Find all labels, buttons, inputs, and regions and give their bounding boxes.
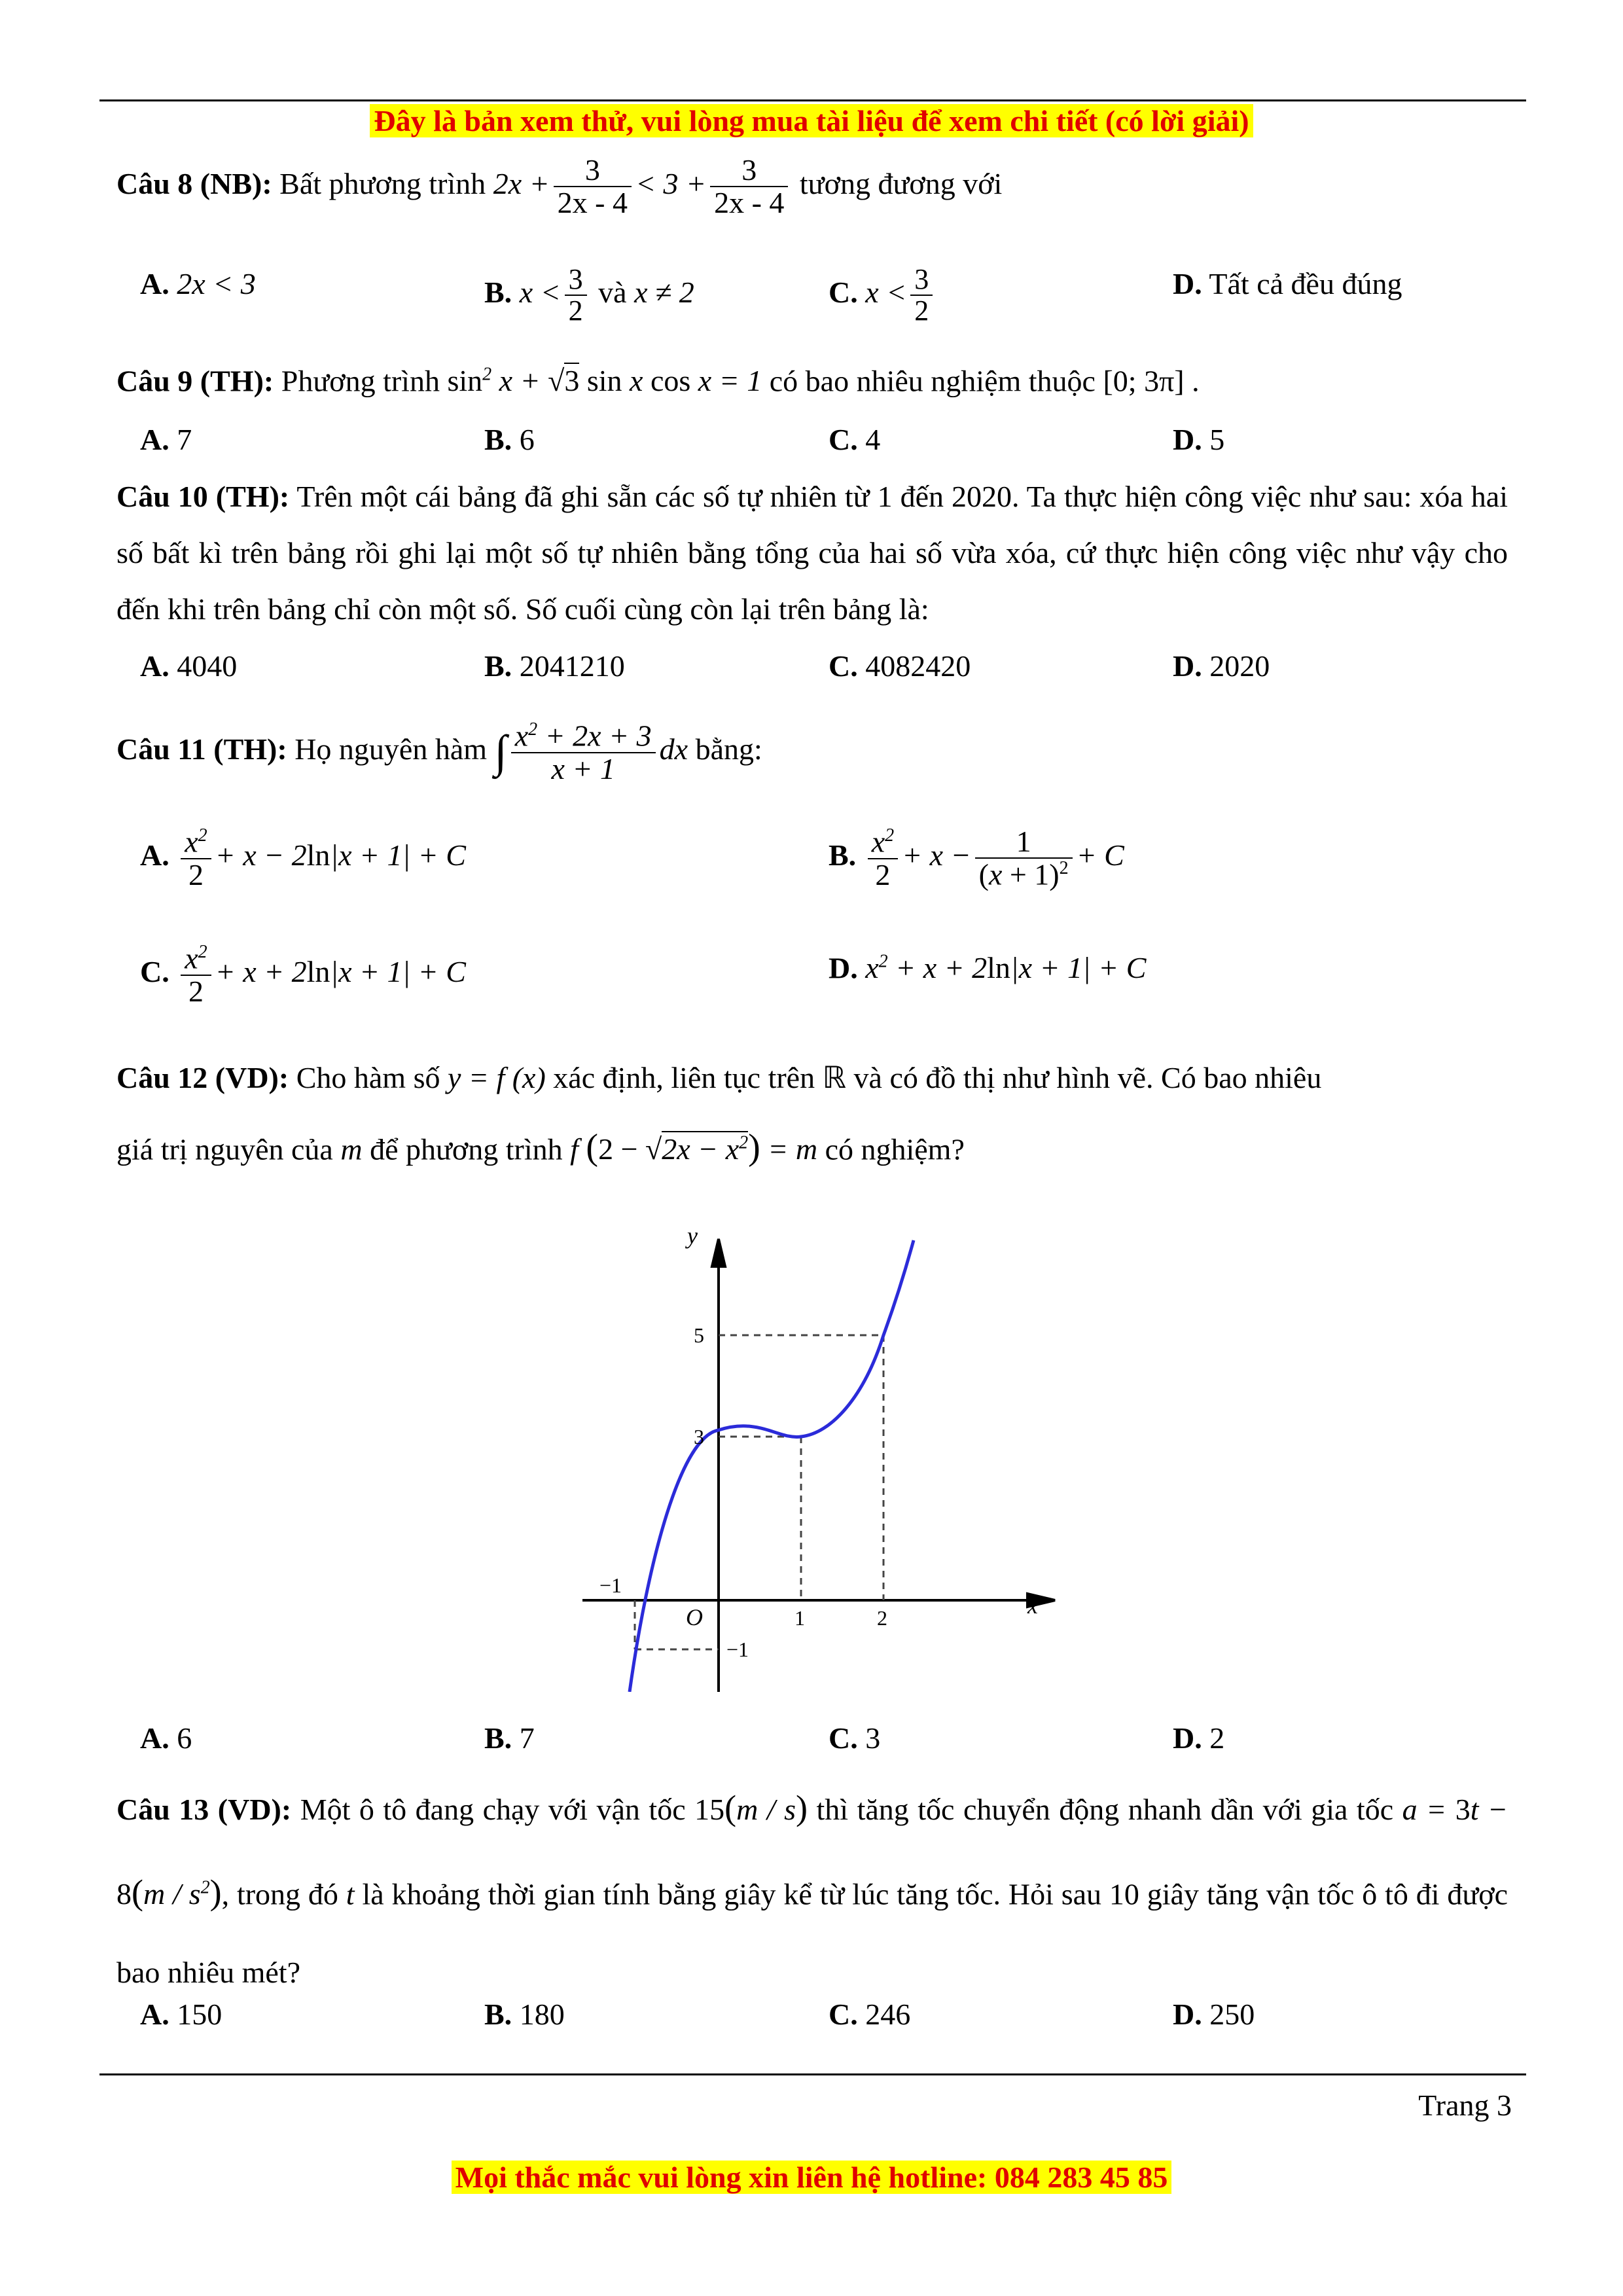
question-text: Họ nguyên hàm: [294, 732, 488, 766]
option-a[interactable]: A. 6: [140, 1721, 192, 1755]
reals-symbol: ℝ: [822, 1060, 847, 1095]
interval-formula: [0; 3π]: [1103, 364, 1185, 398]
question-text: Trên một cái bảng đã ghi sẵn các số tự nhiên từ 1 đến 2020. Ta thực hiện công việc như sau: xóa hai số bất kì trên bảng rồi ghi lại một số tự nhiên bằng tổng của hai số vừa xóa, cứ thực hiện công việc như vậy cho đến khi trên bảng chỉ còn một số. Số cuối cùng còn lại trên bảng là:: [116, 480, 1508, 626]
question-10: [116, 469, 1508, 637]
option-c[interactable]: C. $\frac{x^2}{2}$ + x + 2ln|x + 1| + C: [140, 941, 466, 1008]
function-curve: [630, 1240, 914, 1692]
question-text: xác định, liên tục trên: [553, 1061, 815, 1094]
equation-formula: $\sin^2 x + √3$ sin x cos x = 1: [447, 364, 762, 398]
option-a[interactable]: A. 4040: [140, 649, 238, 683]
integral-formula: ∫ $\frac{x^2 + 2x + 3}{x + 1}$ dx: [494, 719, 688, 785]
question-9: Câu 9 (TH): Phương trình $\sin^2 x + √3$ sin x cos x = 1 có bao nhiêu nghiệm thuộc [0; 3π] .: [116, 364, 1200, 398]
question-label: Câu 13 (VD):: [116, 1793, 292, 1826]
question-text: Cho hàm số: [296, 1061, 440, 1094]
option-d[interactable]: D. 5: [1173, 423, 1225, 456]
origin-label: O: [686, 1604, 703, 1630]
tick-x1: 1: [794, 1606, 805, 1630]
option-b[interactable]: B. x < $\frac{3}{2}$ và x ≠ 2: [484, 263, 694, 327]
option-c[interactable]: C. x < $\frac{3}{2}$: [829, 264, 936, 326]
question-label: Câu 10 (TH):: [116, 480, 290, 513]
question-label: Câu 9 (TH):: [116, 364, 274, 398]
question-text: thì tăng tốc chuyển động nhanh dần với gia tốc: [816, 1793, 1394, 1826]
question-text: giá trị nguyên của: [116, 1132, 333, 1166]
option-b[interactable]: B. 7: [484, 1721, 535, 1755]
tick-y3: 3: [694, 1425, 704, 1448]
variable-t: t: [346, 1877, 355, 1911]
option-c[interactable]: C. 4: [829, 423, 881, 456]
option-c[interactable]: C. 246: [829, 1998, 911, 2031]
option-d[interactable]: D. $x^2 + x + 2\ln|x + 1| + C$: [829, 951, 1147, 985]
question-8: [116, 154, 1508, 219]
option-a[interactable]: A. $\frac{x^2}{2}$ + x − 2ln|x + 1| + C: [140, 825, 466, 891]
question-text: tương đương với: [799, 166, 1003, 200]
function-formula: y = f (x): [447, 1061, 546, 1094]
option-d[interactable]: D. 250: [1173, 1998, 1255, 2031]
question-text: Phương trình: [281, 364, 440, 398]
inequality-formula: 2x + $\frac{3}{2x - 4}$ < 3 + $\frac{3}{2x - 4}$: [493, 167, 793, 200]
option-d[interactable]: D. Tất cả đều đúng: [1173, 267, 1402, 300]
question-label: Câu 8 (NB):: [116, 166, 272, 200]
bottom-rule: [99, 2073, 1526, 2075]
tick-y5: 5: [694, 1323, 704, 1347]
question-text: , trong đó: [221, 1877, 338, 1911]
tick-xm1: −1: [599, 1573, 622, 1597]
y-axis-arrow: [712, 1239, 725, 1266]
option-c[interactable]: C. 4082420: [829, 649, 971, 683]
function-graph: [569, 1221, 1067, 1692]
variable-m: m: [340, 1132, 363, 1166]
question-text: có bao nhiêu nghiệm thuộc: [769, 364, 1096, 398]
top-rule: [99, 99, 1526, 101]
header-banner-text: Đây là bản xem thử, vui lòng mua tài liệu để xem chi tiết (có lời giải): [370, 104, 1253, 137]
option-b[interactable]: B. 6: [484, 423, 535, 456]
option-d[interactable]: D. 2: [1173, 1721, 1225, 1755]
tick-x2: 2: [877, 1606, 887, 1630]
option-c[interactable]: C. 3: [829, 1721, 881, 1755]
question-text: có nghiệm?: [825, 1132, 965, 1166]
header-banner: [0, 103, 1623, 138]
page-number: Trang 3: [1418, 2089, 1512, 2122]
question-text: và có đồ thị như hình vẽ. Có bao nhiêu: [853, 1061, 1322, 1094]
footer-banner-text: Mọi thắc mắc vui lòng xin liên hệ hotline: 084 283 45 85: [452, 2161, 1172, 2194]
question-13: [116, 1768, 1508, 2012]
option-b[interactable]: B. 2041210: [484, 649, 625, 683]
x-axis-label: x: [1027, 1592, 1038, 1619]
question-11: [116, 720, 1508, 785]
tick-ym1: −1: [726, 1638, 749, 1661]
question-text: Một ô tô đang chạy với vận tốc: [300, 1793, 686, 1826]
question-text: bằng:: [695, 732, 762, 766]
question-text: Bất phương trình: [279, 166, 486, 200]
equation-formula: f $(2 - √2x - x^2) = m$: [570, 1127, 818, 1168]
y-axis-label: y: [687, 1223, 698, 1249]
option-a[interactable]: A. 150: [140, 1998, 223, 2031]
acceleration-formula: $a = 3t - 8(m / s^2)$: [116, 1793, 1508, 1912]
option-d[interactable]: D. 2020: [1173, 649, 1270, 683]
option-b[interactable]: B. $\frac{x^2}{2}$ + x − $\frac{1}{(x + 1)^2}$ + C: [829, 825, 1124, 891]
question-label: Câu 12 (VD):: [116, 1061, 289, 1094]
question-text: là khoảng thời gian tính bằng giây kể từ lúc tăng tốc. Hỏi sau 10 giây tăng vận tốc ô tô đi được bao nhiêu mét?: [116, 1877, 1508, 1990]
question-text: để phương trình: [370, 1132, 563, 1166]
velocity-formula: 15(m / s): [694, 1788, 808, 1827]
question-12: [116, 1045, 1508, 1182]
option-a[interactable]: A. 2x < 3: [140, 267, 256, 300]
guide-lines: [635, 1335, 883, 1649]
option-a[interactable]: A. 7: [140, 423, 192, 456]
option-b[interactable]: B. 180: [484, 1998, 565, 2031]
footer-banner: [0, 2160, 1623, 2195]
question-label: Câu 11 (TH):: [116, 732, 287, 766]
